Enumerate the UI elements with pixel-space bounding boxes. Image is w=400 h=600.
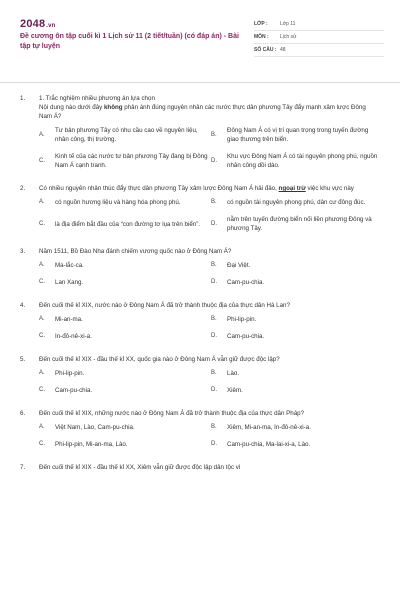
- answer-option-a[interactable]: [39, 315, 211, 324]
- question-2: [16, 184, 386, 233]
- option-text: Phi-lip-pin.: [227, 316, 257, 323]
- answer-option-b[interactable]: [211, 261, 379, 270]
- question-number: 2.: [20, 185, 26, 192]
- option-label: B.: [211, 131, 217, 138]
- answer-options: [39, 369, 379, 395]
- option-text: Xiêm, Mi-an-ma, In-đô-nê-xi-a.: [227, 424, 311, 431]
- option-text: Lan Xang.: [55, 279, 84, 286]
- answer-option-a[interactable]: [39, 261, 211, 270]
- option-label: B.: [211, 316, 217, 322]
- question-stem: Đến cuối thế kỉ XIX, nước nào ở Đông Nam Á đã trở thành thuộc địa của thực dân Hà Lan?: [39, 302, 290, 309]
- answer-options: [39, 126, 379, 170]
- answer-option-b[interactable]: [211, 126, 379, 144]
- option-label: C.: [39, 333, 45, 339]
- option-text: Cam-pu-chia.: [227, 279, 265, 286]
- option-label: B.: [211, 262, 217, 268]
- answer-option-c[interactable]: [39, 440, 211, 449]
- question-number: 3.: [20, 248, 26, 255]
- answer-option-d[interactable]: [211, 386, 379, 395]
- answer-option-d[interactable]: [211, 152, 379, 170]
- question-number: 4.: [20, 302, 26, 309]
- answer-option-c[interactable]: [39, 386, 211, 395]
- info-value: Lịch sử: [280, 34, 297, 40]
- document-page: [16, 14, 386, 60]
- option-text: Xiêm.: [227, 387, 243, 394]
- option-text: là địa điểm bắt đầu của “con đường tơ lụa trên biển”.: [55, 220, 201, 228]
- answer-options: [39, 423, 379, 449]
- answer-option-a[interactable]: [39, 198, 211, 207]
- question-5: [16, 355, 386, 395]
- answer-option-d[interactable]: [211, 332, 379, 341]
- question-6: [16, 409, 386, 449]
- question-stem: Đến cuối thế kỉ XIX, những nước nào ở Đông Nam Á đã trở thành thuộc địa của thực dân Pháp?: [39, 410, 305, 417]
- answer-option-d[interactable]: [211, 440, 379, 449]
- option-text: nằm trên tuyến đường biển nối liền phương Đông và phương Tây.: [227, 216, 372, 232]
- option-label: D.: [211, 333, 217, 339]
- option-text: Ma-lắc-ca.: [55, 262, 84, 269]
- answer-option-c[interactable]: [39, 152, 211, 170]
- question-stem: Năm 1511, Bồ Đào Nha đánh chiếm vương quốc nào ở Đông Nam Á?: [39, 248, 232, 255]
- answer-option-b[interactable]: [211, 423, 379, 432]
- option-text: Lào.: [227, 370, 240, 377]
- option-text: Đông Nam Á có vị trí quan trọng trong tuyến đường giao thương trên biển.: [227, 127, 369, 143]
- answer-option-c[interactable]: [39, 215, 211, 233]
- question-3: [16, 247, 386, 287]
- option-label: C.: [39, 441, 45, 447]
- answer-option-a[interactable]: [39, 126, 211, 144]
- answer-options: [39, 261, 379, 287]
- answer-option-b[interactable]: [211, 198, 379, 207]
- option-text: Việt Nam, Lào, Cam-pu-chia.: [55, 424, 135, 431]
- option-label: C.: [39, 279, 45, 285]
- answer-option-b[interactable]: [211, 369, 379, 378]
- option-text: Phi-lip-pin.: [55, 370, 85, 377]
- option-text: Mi-an-ma.: [55, 316, 83, 323]
- option-label: D.: [211, 387, 217, 393]
- question-stem: Có nhiều nguyên nhân thúc đẩy thực dân phương Tây xâm lược Đông Nam Á hải đảo, ngoại trừ việc khu vực này: [39, 185, 354, 192]
- option-label: D.: [211, 220, 217, 227]
- option-text: Cam-pu-chia, Ma-lai-xi-a, Lào.: [227, 441, 311, 448]
- question-stem: Đến cuối thế kỉ XIX - đầu thế kỉ XX, Xiêm vẫn giữ được độc lập dân tộc vì: [39, 464, 241, 471]
- option-label: C.: [39, 387, 45, 393]
- option-label: A.: [39, 424, 45, 430]
- option-label: B.: [211, 424, 217, 430]
- option-label: C.: [39, 157, 45, 164]
- answer-options: [39, 315, 379, 341]
- question-7: [16, 463, 386, 472]
- option-text: Đại Việt.: [227, 262, 251, 269]
- option-text: Cam-pu-chia.: [55, 387, 93, 394]
- option-label: A.: [39, 262, 45, 268]
- header-divider: [0, 82, 400, 83]
- option-label: A.: [39, 316, 45, 322]
- option-label: D.: [211, 157, 217, 164]
- option-text: Tư bản phương Tây có nhu cầu cao về nguyên liệu, nhân công, thị trường.: [55, 127, 198, 143]
- question-4: [16, 301, 386, 341]
- option-text: In-đô-nê-xi-a.: [55, 333, 92, 340]
- option-label: D.: [211, 279, 217, 285]
- option-label: A.: [39, 131, 45, 138]
- question-stem: Đến cuối thế kỉ XIX - đầu thế kỉ XX, quốc gia nào ở Đông Nam Á vẫn giữ được độc lập?: [39, 356, 280, 363]
- info-value: 48: [280, 47, 286, 53]
- option-text: Phi-lip-pin, Mi-an-ma, Lào.: [55, 441, 128, 448]
- document-header: [16, 14, 386, 60]
- option-text: Kinh tế của các nước tư bản phương Tây đang bị Đông Nam Á cạnh tranh.: [55, 153, 208, 169]
- question-number: 1.: [20, 95, 26, 102]
- info-key: MÔN :: [254, 34, 269, 40]
- question-list: [16, 94, 386, 486]
- site-logo[interactable]: 2048.vn: [20, 18, 56, 30]
- document-title: Đề cương ôn tập cuối kì 1 Lịch sử 11 (2 tiết/tuần) (có đáp án) - Bài tập tự luyện: [20, 33, 239, 50]
- answer-options: [39, 198, 379, 233]
- question-1: [16, 94, 386, 170]
- info-key: SỐ CÂU :: [254, 47, 277, 53]
- document-info: [254, 18, 384, 57]
- option-label: B.: [211, 199, 217, 205]
- info-row: [254, 18, 384, 31]
- answer-option-a[interactable]: [39, 369, 211, 378]
- question-number: 6.: [20, 410, 26, 417]
- question-number: 5.: [20, 356, 26, 363]
- info-key: LỚP :: [254, 21, 268, 27]
- info-value: Lớp 11: [280, 21, 296, 27]
- option-label: D.: [211, 441, 217, 447]
- option-text: Khu vực Đông Nam Á có tài nguyên phong phú, nguồn nhân công dồi dào.: [227, 153, 378, 169]
- answer-option-d[interactable]: [211, 278, 379, 287]
- answer-option-b[interactable]: [211, 315, 379, 324]
- option-text: Cam-pu-chia.: [227, 333, 265, 340]
- option-text: có nguồn hương liệu và hàng hóa phong phú.: [55, 199, 181, 206]
- answer-option-c[interactable]: [39, 332, 211, 341]
- question-number: 7.: [20, 464, 26, 471]
- option-label: A.: [39, 370, 45, 376]
- answer-option-d[interactable]: [211, 215, 379, 233]
- option-label: C.: [39, 220, 45, 227]
- option-label: A.: [39, 199, 45, 205]
- question-stem: 1. Trắc nghiệm nhiều phương án lựa chọn Nội dung nào dưới đây không phản ánh đúng nguyên nhân các nước thực dân phương Tây đẩy mạnh xâm lược Đông Nam Á?: [39, 95, 366, 120]
- info-row: [254, 31, 384, 44]
- answer-option-a[interactable]: [39, 423, 211, 432]
- answer-option-c[interactable]: [39, 278, 211, 287]
- option-text: có nguồn tài nguyên phong phú, dân cư đông đúc.: [227, 199, 366, 206]
- option-label: B.: [211, 370, 217, 376]
- info-row: [254, 44, 384, 57]
